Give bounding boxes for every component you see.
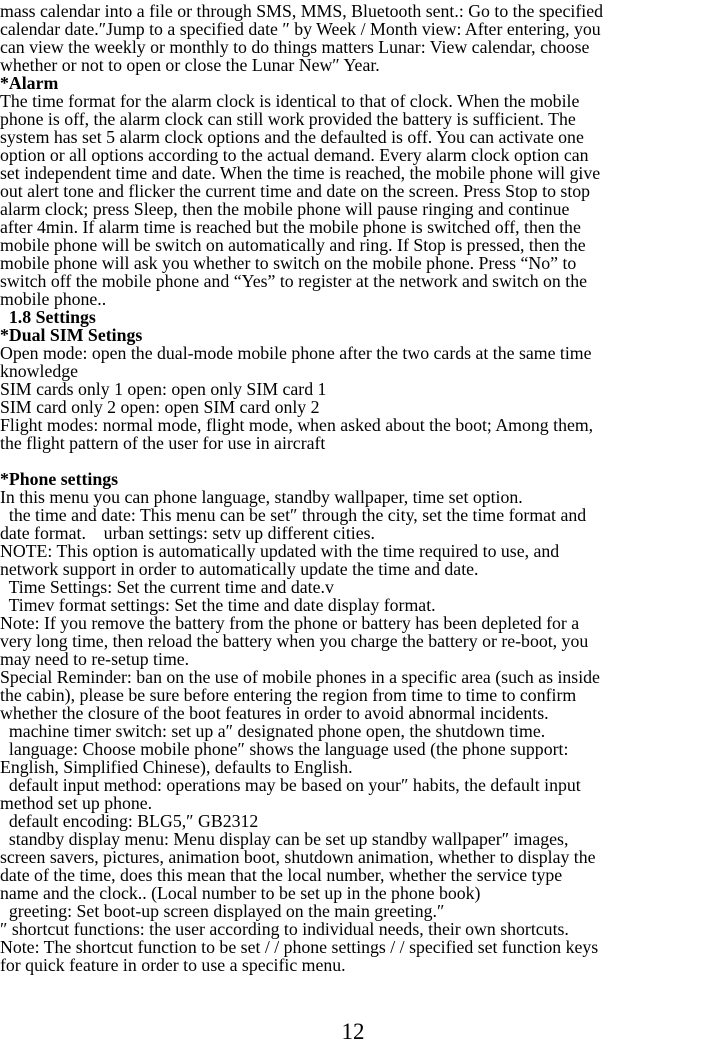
text-line: whether or not to open or close the Lunar New″ Year. (0, 55, 380, 75)
text-line: SIM card only 2 open: open SIM card only 2 (0, 397, 320, 417)
text-line: date format. urban settings: setv up different cities. (0, 523, 375, 543)
text-line: screen savers, pictures, animation boot, shutdown animation, whether to display the (0, 847, 596, 867)
text-line: name and the clock.. (Local number to be set up in the phone book) (0, 883, 481, 903)
text-line: calendar date.″Jump to a specified date ″ by Week / Month view: After entering, you (0, 19, 601, 39)
text-line: the cabin), please be sure before entering the region from time to time to confirm (0, 685, 577, 705)
text-line: Open mode: open the dual-mode mobile phone after the two cards at the same time (0, 343, 592, 363)
section-heading: 1.8 Settings (0, 307, 96, 327)
text-line: alarm clock; press Sleep, then the mobile phone will pause ringing and continue (0, 199, 570, 219)
section-heading: *Phone settings (0, 469, 119, 489)
text-line: for quick feature in order to use a specific menu. (0, 955, 346, 975)
text-line: mass calendar into a file or through SMS, MMS, Bluetooth sent.: Go to the specified (0, 1, 603, 21)
text-line: out alert tone and flicker the current time and date on the screen. Press Stop to stop (0, 181, 591, 201)
text-line: very long time, then reload the battery when you charge the battery or re-boot, you (0, 631, 589, 651)
text-line: standby display menu: Menu display can be set up standby wallpaper″ images, (0, 829, 569, 849)
text-line: network support in order to automatically update the time and date. (0, 559, 479, 579)
text-line: Time Settings: Set the current time and date.v (0, 577, 334, 597)
text-line: In this menu you can phone language, standby wallpaper, time set option. (0, 487, 523, 507)
text-line: date of the time, does this mean that the local number, whether the service type (0, 865, 563, 885)
text-line: mobile phone.. (0, 289, 107, 309)
section-heading: *Alarm (0, 73, 59, 93)
text-line: Timev format settings: Set the time and date display format. (0, 595, 436, 615)
text-line: NOTE: This option is automatically updated with the time required to use, and (0, 541, 560, 561)
text-line: after 4min. If alarm time is reached but the mobile phone is switched off, then the (0, 217, 581, 237)
text-line: set independent time and date. When the time is reached, the mobile phone will give (0, 163, 601, 183)
text-line: Flight modes: normal mode, flight mode, when asked about the boot; Among them, (0, 415, 594, 435)
text-line: option or all options according to the actual demand. Every alarm clock option can (0, 145, 589, 165)
text-line: The time format for the alarm clock is identical to that of clock. When the mobile (0, 91, 580, 111)
text-line: whether the closure of the boot features in order to avoid abnormal incidents. (0, 703, 549, 723)
text-line: system has set 5 alarm clock options and the defaulted is off. You can activate one (0, 127, 584, 147)
text-line: mobile phone will ask you whether to switch on the mobile phone. Press “No” to (0, 253, 577, 273)
page-number: 12 (341, 1019, 365, 1044)
text-line: the flight pattern of the user for use in aircraft (0, 433, 326, 453)
text-line: knowledge (0, 361, 79, 381)
text-line: greeting: Set boot-up screen displayed on the main greeting.″ (0, 901, 445, 921)
text-line: method set up phone. (0, 793, 153, 813)
text-line: may need to re-setup time. (0, 649, 190, 669)
text-line: Note: The shortcut function to be set / / phone settings / / specified set function keys (0, 937, 599, 957)
text-line: Note: If you remove the battery from the phone or battery has been depleted for a (0, 613, 580, 633)
text-line: machine timer switch: set up a″ designated phone open, the shutdown time. (0, 721, 546, 741)
text-line: can view the weekly or monthly to do things matters Lunar: View calendar, choose (0, 37, 590, 57)
text-line: phone is off, the alarm clock can still work provided the battery is sufficient. The (0, 109, 576, 129)
text-line: mobile phone will be switch on automatically and ring. If Stop is pressed, then the (0, 235, 586, 255)
text-line: default encoding: BLG5,″ GB2312 (0, 811, 259, 831)
section-heading: *Dual SIM Setings (0, 325, 143, 345)
text-line: language: Choose mobile phone″ shows the language used (the phone support: (0, 739, 569, 759)
text-line: ″ shortcut functions: the user according to individual needs, their own shortcuts. (0, 919, 569, 939)
text-line: Special Reminder: ban on the use of mobile phones in a specific area (such as inside (0, 667, 600, 687)
text-line: the time and date: This menu can be set″ through the city, set the time format and (0, 505, 587, 525)
text-line: default input method: operations may be based on your″ habits, the default input (0, 775, 581, 795)
text-line: SIM cards only 1 open: open only SIM card 1 (0, 379, 327, 399)
text-line: switch off the mobile phone and “Yes” to register at the network and switch on the (0, 271, 587, 291)
text-line: English, Simplified Chinese), defaults to English. (0, 757, 353, 777)
